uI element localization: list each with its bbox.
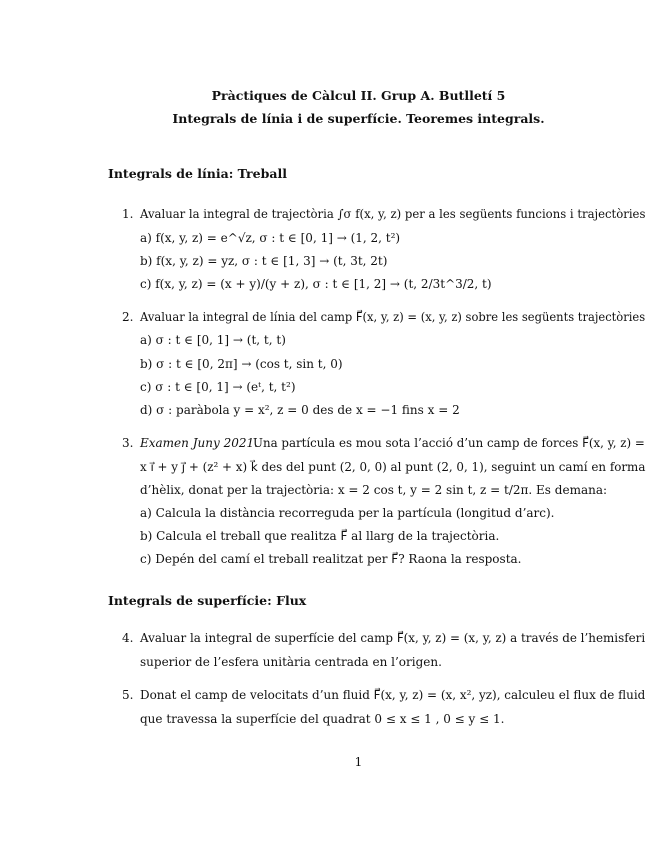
subitem-b: b) f(x, y, z) = yz, σ : t ∈ [1, 3] → (t, 3t, 2t)	[140, 254, 388, 268]
subitem-c: c) σ : t ∈ [0, 1] → (eᵗ, t, t²)	[140, 380, 296, 394]
subitem-a: a) σ : t ∈ [0, 1] → (t, t, t)	[140, 333, 286, 347]
problem-number: 5.	[122, 688, 134, 702]
subitem-c: c) Depén del camí el treball realitzat per F⃗? Raona la resposta.	[140, 552, 522, 566]
document-subtitle: Integrals de línia i de superfície. Teoremes integrals.	[172, 111, 545, 126]
section-heading-surface-integrals: Integrals de superfície: Flux	[108, 593, 307, 608]
problem-text-line-1: Avaluar la integral de superfície del camp F⃗(x, y, z) = (x, y, z) a través de l’hemisferi	[140, 631, 646, 645]
document-title: Pràctiques de Càlcul II. Grup A. Butlletí 5	[211, 88, 506, 103]
subitem-a: a) f(x, y, z) = e^√z, σ : t ∈ [0, 1] → (1, 2, t²)	[140, 231, 401, 245]
problem-text-line-2: x i⃗ + y j⃗ + (z² + x) k⃗ des del punt (2, 0, 0) al punt (2, 0, 1), seguint un camí en forma	[140, 460, 646, 474]
page-number: 1	[354, 755, 363, 769]
problem-text-line-1: Una partícula es mou sota l’acció d’un camp de forces F⃗(x, y, z) =	[253, 436, 645, 450]
problem-number: 1.	[122, 207, 134, 221]
problem-number: 2.	[122, 310, 134, 324]
problem-text-line-1: Donat el camp de velocitats d’un fluid F⃗(x, y, z) = (x, x², yz), calculeu el flux de fluid	[140, 688, 646, 702]
subitem-c: c) f(x, y, z) = (x + y)/(y + z), σ : t ∈ [1, 2] → (t, 2/3t^3/2, t)	[140, 277, 492, 291]
subitem-d: d) σ : paràbola y = x², z = 0 des de x = −1 fins x = 2	[140, 403, 460, 417]
problem-intro: Avaluar la integral de trajectòria ∫σ f(x, y, z) per a les següents funcions i trajectòries	[140, 207, 646, 221]
problem-intro: Avaluar la integral de línia del camp F⃗(x, y, z) = (x, y, z) sobre les següents trajectòries	[140, 310, 646, 324]
exam-label: Examen Juny 2021.	[140, 436, 258, 450]
subitem-b: b) Calcula el treball que realitza F⃗ al llarg de la trajectòria.	[140, 529, 500, 543]
problem-number: 4.	[122, 631, 134, 645]
subitem-b: b) σ : t ∈ [0, 2π] → (cos t, sin t, 0)	[140, 357, 343, 371]
problem-text-line-2: superior de l’esfera unitària centrada en l’origen.	[140, 655, 442, 669]
problem-text-line-2: que travessa la superfície del quadrat 0 ≤ x ≤ 1 , 0 ≤ y ≤ 1.	[140, 712, 505, 726]
problem-number: 3.	[122, 436, 134, 450]
problem-text-line-3: d’hèlix, donat per la trajectòria: x = 2 cos t, y = 2 sin t, z = t/2π. Es demana:	[140, 483, 608, 497]
section-heading-line-integrals: Integrals de línia: Treball	[108, 166, 287, 181]
subitem-a: a) Calcula la distància recorreguda per la partícula (longitud d’arc).	[140, 506, 555, 520]
